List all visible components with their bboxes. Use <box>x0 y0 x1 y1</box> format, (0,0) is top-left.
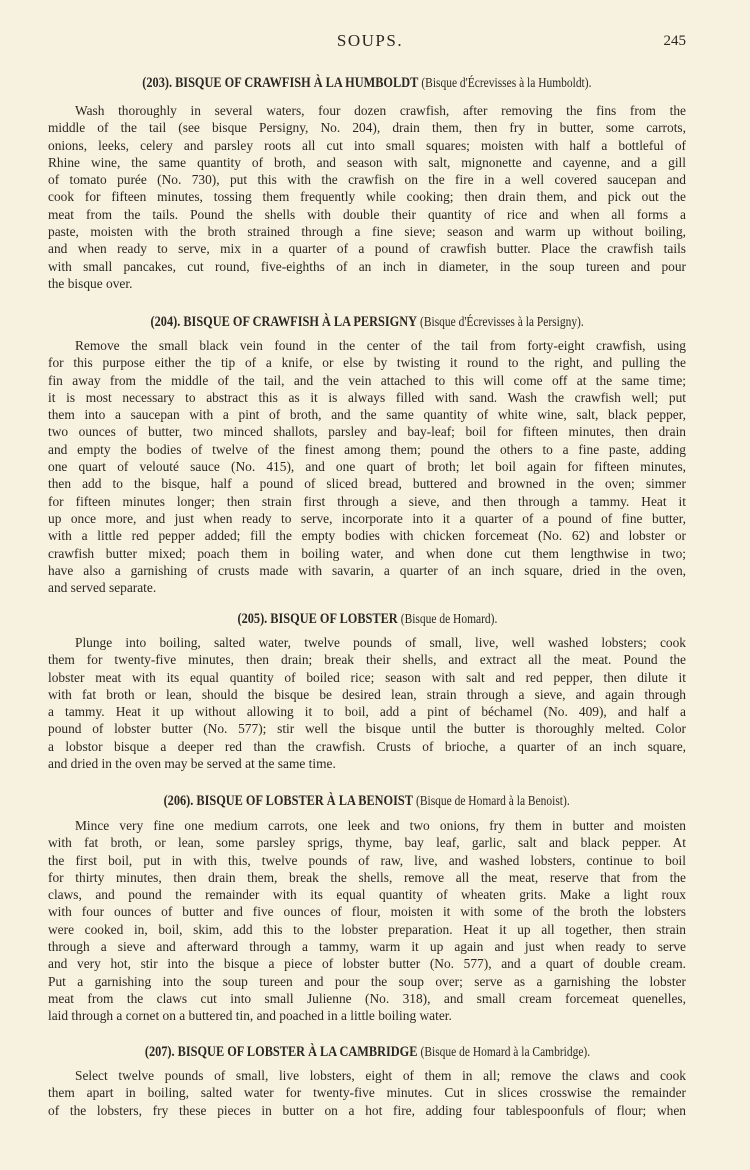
text-line: them into a saucepan with a pint of broth, and the same quantity of white wine, salt, black pepper, <box>48 407 686 423</box>
text-line: of tomato purée (No. 730), put this with the crawfish on the fire in a well covered saucepan and <box>48 172 686 188</box>
text-line: them apart in boiling, salted water for twenty-five minutes. Cut in slices crosswise the remainder <box>48 1085 686 1101</box>
text-line: pound of lobster butter (No. 577); stir well the bisque until the butter is thoroughly melted. Color <box>48 721 686 737</box>
text-line: then add to the bisque, half a pound of sliced bread, buttered and browned in the oven; simmer <box>48 476 686 492</box>
text-line: with small pancakes, cut round, five-eighths of an inch in diameter, in the soup tureen and pour <box>48 258 686 274</box>
text-line: crawfish butter mixed; poach them in boiling water, and when done cut them lengthwise in two; <box>48 545 686 561</box>
recipe-paragraph <box>48 337 686 596</box>
text-line: and very hot, stir into the bisque a piece of lobster butter (No. 577), and a quart of double cream. <box>48 956 686 972</box>
recipe-title: (206). BISQUE OF LOBSTER À LA BENOIST <box>163 793 414 809</box>
recipe-heading-text <box>150 312 583 333</box>
recipe-paragraph <box>48 1067 686 1119</box>
text-line: with four ounces of butter and five ounces of flour, moisten it with some of the broth the lobsters <box>48 904 686 920</box>
recipe-french-title: (Bisque d'Écrevisses à la Humboldt). <box>421 76 592 91</box>
text-line: through a sieve and afterward through a tammy, warm it up again and just when ready to serve <box>48 939 686 955</box>
recipe-french-title: (Bisque d'Écrevisses à la Persigny). <box>419 315 584 330</box>
text-line: the bisque over. <box>48 275 133 291</box>
recipe-title: (205). BISQUE OF LOBSTER <box>237 611 398 627</box>
text-line: middle of the tail (see bisque Persigny, No. 204), drain them, then fry in butter, some carrots, <box>48 120 686 136</box>
text-line: Select twelve pounds of small, live lobsters, eight of them in all; remove the claws and cook <box>75 1068 686 1083</box>
page-number: 245 <box>663 33 686 49</box>
text-line: Remove the small black vein found in the center of the tail from forty-eight crawfish, using <box>75 338 686 353</box>
text-line: them for twenty-five minutes, then drain; break their shells, and extract all the meat. Pound the <box>48 652 686 668</box>
text-line: laid through a cornet on a buttered tin, and poached in a little boiling water. <box>48 1008 452 1024</box>
text-line: claws, and pound the remainder with its equal quantity of wheaten grits. Make a light roux <box>48 887 686 903</box>
text-line: and dried in the oven may be served at the same time. <box>48 756 336 772</box>
text-line: and empty the bodies of twelve of the finest among them; pound the others to a fine paste, adding <box>48 441 686 457</box>
text-line: it is most necessary to abstract this as it is always filled with sand. Wash the crawfish well; put <box>48 389 686 405</box>
text-line: Plunge into boiling, salted water, twelve pounds of small, live, well washed lobsters; cook <box>75 635 686 650</box>
recipe-section <box>48 791 686 1025</box>
recipe-heading <box>48 1042 686 1062</box>
text-line: for thirty minutes, then drain them, break the shells, remove all the meat, reserve that from the <box>48 869 686 885</box>
text-line: for this purpose either the tip of a knife, or else by twisting it round to the right, and pulling the <box>48 355 686 371</box>
recipe-heading-text <box>237 609 497 630</box>
text-line: have also a garnishing of crusts made with savarin, a quarter of an inch square, dried in the oven, <box>48 562 686 578</box>
recipe-title: (207). BISQUE OF LOBSTER À LA CAMBRIDGE <box>144 1044 417 1060</box>
recipe-paragraph <box>48 102 686 292</box>
text-line: and served separate. <box>48 580 157 596</box>
text-line: meat from the claws cut into small Julienne (No. 318), and small cream forcemeat quenelles, <box>48 990 686 1006</box>
text-line: with a little red pepper added; fill the empty bodies with chicken forcemeat (No. 62) and lobster or <box>48 528 686 544</box>
recipe-french-title: (Bisque de Homard à la Benoist). <box>416 794 571 809</box>
text-line: were cooked in, boil, skim, add this to the lobster preparation. Heat it up all together, then strain <box>48 921 686 937</box>
text-line: Wash thoroughly in several waters, four dozen crawfish, after removing the fins from the <box>75 103 686 118</box>
text-line: a tammy. Heat it up without allowing it to boil, add a pint of béchamel (No. 409), and half a <box>48 704 686 720</box>
recipe-heading <box>48 312 686 332</box>
recipe-title: (203). BISQUE OF CRAWFISH À LA HUMBOLDT <box>142 75 419 91</box>
recipe-heading <box>48 791 686 811</box>
text-line: meat from the tails. Pound the shells with double their quantity of rice and when all forms a <box>48 206 686 222</box>
recipe-french-title: (Bisque de Homard). <box>400 612 497 627</box>
text-line: with fat broth or lean, should the bisque be desired lean, strain through a sieve, and again through <box>48 686 686 702</box>
text-line: two ounces of butter, two minced shallots, parsley and bay-leaf; boil for fifteen minutes, then drain <box>48 424 686 440</box>
text-line: onions, leeks, celery and parsley roots all cut into small squares; moisten with half a bottleful of <box>48 137 686 153</box>
recipe-french-title: (Bisque de Homard à la Cambridge). <box>420 1045 590 1060</box>
text-line: Mince very fine one medium carrots, one leek and two onions, fry them in butter and moisten <box>75 818 686 833</box>
text-line: Put a garnishing into the soup tureen and pour the soup over; serve as a garnishing the lobster <box>48 973 686 989</box>
recipe-heading <box>48 609 686 629</box>
text-line: of the lobsters, fry these pieces in butter on a hot fire, adding four tablespoonfuls of flour; when <box>48 1102 686 1118</box>
text-line: for fifteen minutes longer; then strain first through a sieve, and then through a tammy. Heat it <box>48 493 686 509</box>
recipe-heading-text <box>144 1042 589 1063</box>
text-line: and when ready to serve, mix in a quarter of a pound of crawfish butter. Place the crawfish tails <box>48 241 686 257</box>
recipe-section <box>48 1042 686 1119</box>
text-line: with fat broth, or lean, some parsley sprigs, thyme, bay leaf, garlic, salt and black pepper. At <box>48 835 686 851</box>
text-line: fin away from the middle of the tail, and the vein attached to this will come off at the same time; <box>48 372 686 388</box>
recipe-heading-text <box>142 73 591 94</box>
text-line: the first boil, put in with this, twelve pounds of raw, live, and washed lobsters, continue to boil <box>48 852 686 868</box>
recipe-heading <box>48 73 686 93</box>
recipe-paragraph <box>48 817 686 1025</box>
text-line: lobster meat with its equal quantity of boiled rice; season with salt and red pepper, then dilute it <box>48 669 686 685</box>
text-line: up once more, and just when ready to serve, incorporate into it a quarter of a pound of fine butter, <box>48 510 686 526</box>
text-line: cook for fifteen minutes, tossing them frequently while cooking; then drain them, and pick out the <box>48 189 686 205</box>
text-line: one quart of velouté sauce (No. 415), and one quart of broth; let boil again for fifteen minutes, <box>48 459 686 475</box>
recipe-heading-text <box>164 791 570 812</box>
text-line: a lobstor bisque a deeper red than the crawfish. Crusts of brioche, a quarter of an inch square, <box>48 738 686 754</box>
text-line: paste, moisten with the broth strained through a fine sieve; season and warm up without boiling, <box>48 224 686 240</box>
recipe-title: (204). BISQUE OF CRAWFISH À LA PERSIGNY <box>150 314 417 330</box>
recipe-section <box>48 312 686 596</box>
recipe-section <box>48 609 686 772</box>
running-title: SOUPS. <box>336 31 404 50</box>
recipe-paragraph <box>48 634 686 772</box>
recipe-section <box>48 73 686 292</box>
text-line: Rhine wine, the same quantity of broth, and season with salt, mignonette and cayenne, and a gill <box>48 154 686 170</box>
